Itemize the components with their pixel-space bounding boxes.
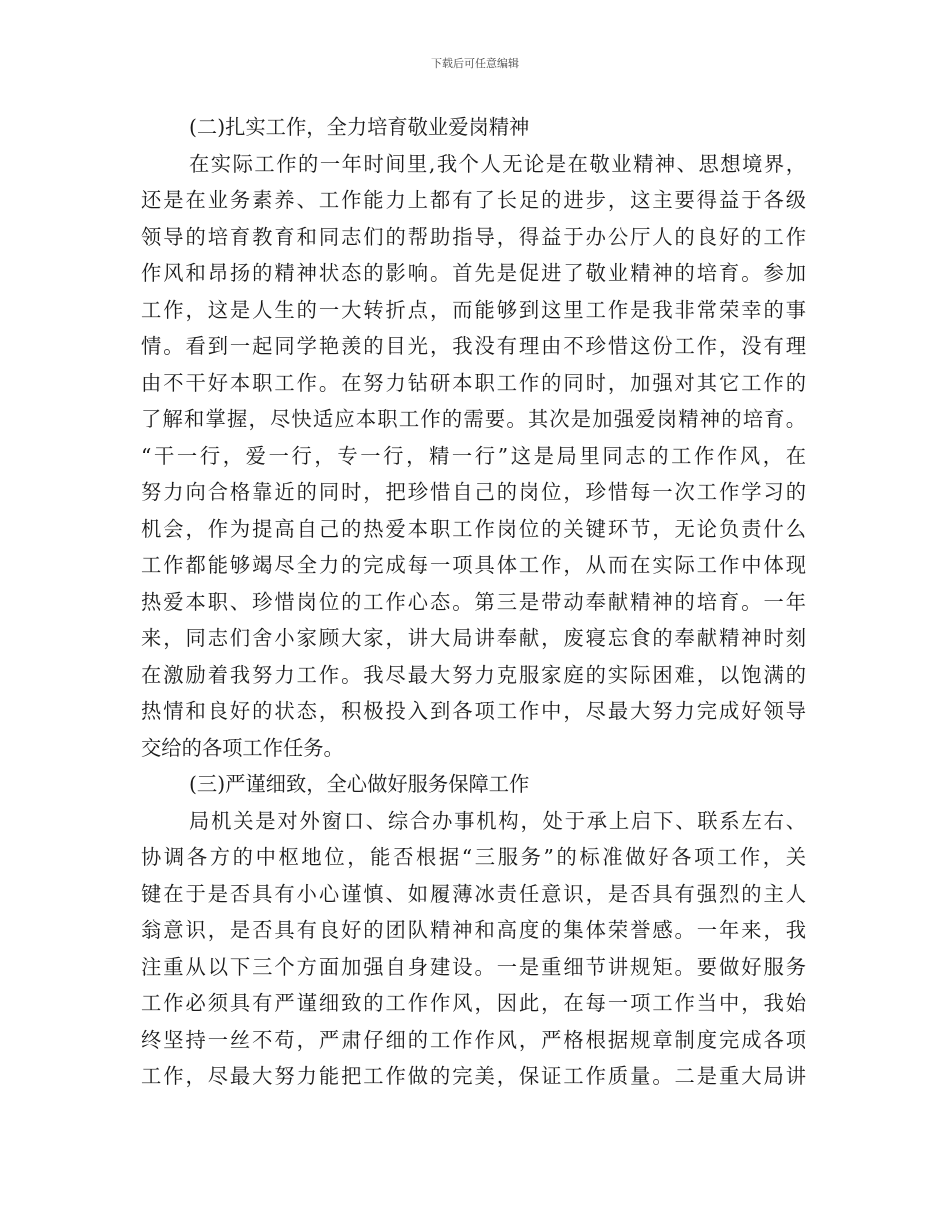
section-heading: (三)严谨细致，全心做好服务保障工作 [189, 772, 530, 796]
document-body [141, 109, 806, 1095]
paragraph-line: 热情和良好的状态，积极投入到各项工作中，尽最大努力完成好领导 [141, 699, 806, 723]
paragraph-line: 在实际工作的一年时间里,我个人无论是在敬业精神、思想境界， [189, 151, 806, 176]
paragraph-line: 情。看到一起同学艳羡的目光，我没有理由不珍惜这份工作，没有理 [141, 334, 806, 358]
paragraph-line: 工作必须具有严谨细致的工作作风，因此，在每一项工作当中，我始 [141, 991, 806, 1015]
paragraph-line: 机会，作为提高自己的热爱本职工作岗位的关键环节，无论负责什么 [141, 516, 806, 541]
paragraph-line: 作风和昂扬的精神状态的影响。首先是促进了敬业精神的培育。参加 [141, 261, 806, 285]
paragraph-line: 还是在业务素养、工作能力上都有了长足的进步，这主要得益于各级 [141, 188, 806, 212]
paragraph-line: 键在于是否具有小心谨慎、如履薄冰责任意识，是否具有强烈的主人 [141, 881, 806, 906]
paragraph-line: 终坚持一丝不苟，严肃仔细的工作作风，严格根据规章制度完成各项 [141, 1027, 806, 1052]
paragraph-line: 注重从以下三个方面加强自身建设。一是重细节讲规矩。要做好服务 [141, 954, 806, 979]
paragraph-line: 了解和掌握，尽快适应本职工作的需要。其次是加强爱岗精神的培育。 [141, 407, 806, 431]
paragraph-line: “干一行，爱一行，专一行，精一行”这是局里同志的工作作风，在 [141, 443, 806, 468]
paragraph-line: 局机关是对外窗口、综合办事机构，处于承上启下、联系左右、 [189, 808, 806, 833]
paragraph-line: 来，同志们舍小家顾大家，讲大局讲奉献，废寝忘食的奉献精神时刻 [141, 626, 806, 650]
paragraph-line: 在激励着我努力工作。我尽最大努力克服家庭的实际困难，以饱满的 [141, 662, 806, 687]
paragraph-line: 领导的培育教育和同志们的帮助指导，得益于办公厅人的良好的工作 [141, 224, 806, 249]
paragraph-line: 交给的各项工作任务。 [141, 735, 344, 760]
page-header: 下载后可任意编辑 [431, 57, 519, 70]
paragraph-line: 工作都能够竭尽全力的完成每一项具体工作，从而在实际工作中体现 [141, 553, 806, 577]
paragraph-line: 由不干好本职工作。在努力钻研本职工作的同时，加强对其它工作的 [141, 370, 806, 395]
paragraph-line: 工作，这是人生的一大转折点，而能够到这里工作是我非常荣幸的事 [141, 297, 806, 322]
section-heading: (二)扎实工作，全力培育敬业爱岗精神 [189, 115, 530, 139]
paragraph-line: 工作，尽最大努力能把工作做的完美，保证工作质量。二是重大局讲 [141, 1064, 806, 1088]
paragraph-line: 热爱本职、珍惜岗位的工作心态。第三是带动奉献精神的培育。一年 [141, 589, 806, 614]
paragraph-line: 努力向合格靠近的同时，把珍惜自己的岗位，珍惜每一次工作学习的 [141, 480, 806, 504]
paragraph-line: 协调各方的中枢地位，能否根据“三服务”的标准做好各项工作，关 [141, 845, 806, 869]
paragraph-line: 翁意识，是否具有良好的团队精神和高度的集体荣誉感。一年来，我 [141, 918, 806, 942]
